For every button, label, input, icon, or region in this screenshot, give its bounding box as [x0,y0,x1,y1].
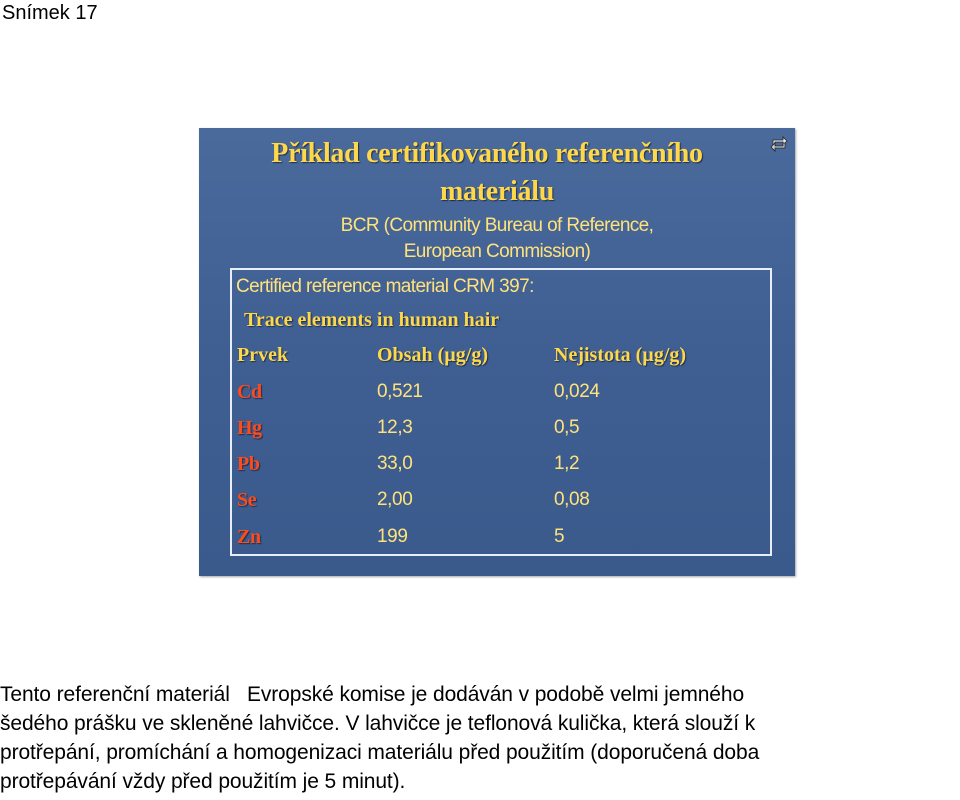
cell-uncertainty: 0,024 [554,381,600,402]
caption-line: šedého prášku ve skleněné lahvičce. V lahvičce je teflonová kulička, která slouží k [0,712,756,735]
cell-content: 2,00 [377,489,413,510]
crm-line: Certified reference material CRM 397: [236,276,534,297]
cell-element: Se [237,489,257,511]
slide-title-line2: materiálu [440,176,554,207]
caption-line: protřepávání vždy před použitím je 5 minut). [0,770,406,793]
caption-line: Tento referenční materiál Evropské komise je dodáván v podobě velmi jemného [0,683,745,706]
cell-content: 199 [377,526,408,547]
caption-line: protřepání, promíchání a homogenizaci materiálu před použitím (doporučená doba [0,741,760,764]
cell-element: Zn [237,526,261,548]
slide-subtitle-line1: BCR (Community Bureau of Reference, [340,215,654,236]
cell-uncertainty: 1,2 [554,453,580,474]
cell-element: Hg [237,417,262,439]
cell-uncertainty: 5 [554,526,565,547]
trace-line: Trace elements in human hair [244,309,500,331]
slide-subtitle-line2: European Commission) [403,241,591,262]
slide-title-line1: Příklad certifikovaného referenčního [271,138,703,169]
table-header-uncertainty: Nejistota (µg/g) [554,344,687,366]
cell-content: 12,3 [377,417,413,438]
cell-element: Cd [237,381,262,403]
slide-caption [0,680,960,796]
table-header-element: Prvek [237,344,289,366]
cell-content: 33,0 [377,453,413,474]
cell-uncertainty: 0,5 [554,417,580,438]
table-header-content: Obsah (µg/g) [377,344,488,366]
cell-element: Pb [237,453,260,475]
cell-uncertainty: 0,08 [554,489,590,510]
slide-number-label: Snímek 17 [2,2,98,24]
cell-content: 0,521 [377,381,423,402]
